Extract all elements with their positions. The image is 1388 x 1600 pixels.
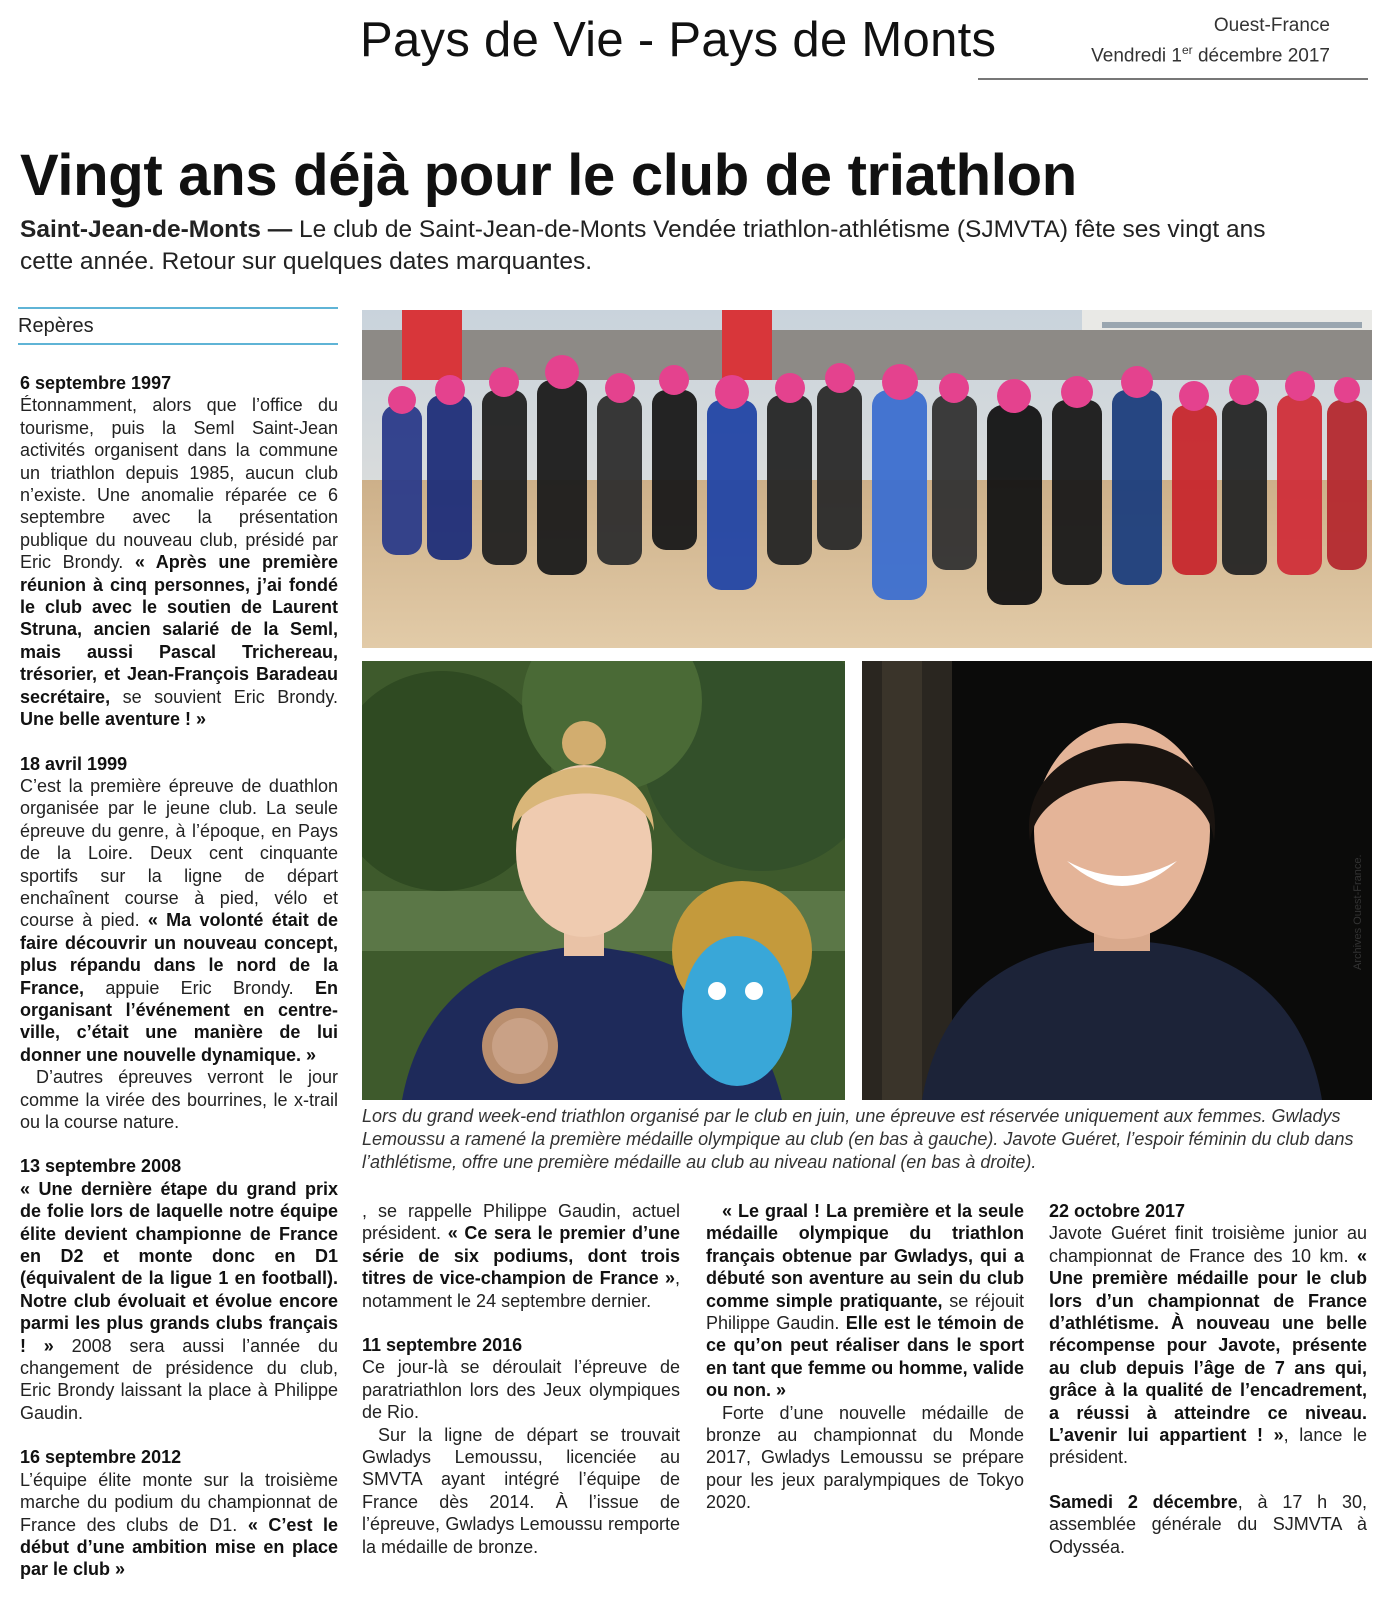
- headline: Vingt ans déjà pour le club de triathlon: [20, 143, 1077, 208]
- date-2008: 13 septembre 2008: [20, 1156, 182, 1177]
- photo-credit: Archives Ouest-France.: [1352, 854, 1364, 970]
- publication-date: Vendredi 1er décembre 2017: [1091, 43, 1330, 67]
- paragraph-2012-cont: , se rappelle Philippe Gaudin, actuel président. « Ce sera le premier d’une série de six podiums, dont trois titres de vice-champion de France », notamment le 24 septembre dernier.: [362, 1201, 680, 1311]
- section-title: Pays de Vie - Pays de Monts: [360, 13, 997, 67]
- paragraph-1999: C’est la première épreuve de duathlon organisée par le jeune club. La seule épreuve du genre, à l’époque, en Pays de la Loire. Deux cent cinquante sportifs sur la ligne de départ enchaînent course à pied, vélo et course à pied. « Ma volonté était de faire découvrir un nouveau concept, plus répandu dans le nord de la France, appuie Eric Brondy. En organisant l’événement en centre-ville, c’était une manière de lui donner une nouvelle dynamique. »: [20, 775, 339, 1065]
- paragraph-2016-c: Forte d’une nouvelle médaille de bronze au championnat du Monde 2017, Gwladys Lemoussu se prépare pour les jeux paralympiques de Tokyo 2020.: [706, 1402, 1024, 1513]
- paragraph-2012: L’équipe élite monte sur la troisième marche du podium du championnat de France des clubs de D1. « C’est le début d’une ambition mise en place par le club »: [20, 1469, 338, 1580]
- date-2017: 22 octobre 2017: [1049, 1201, 1186, 1221]
- column-3: [706, 1200, 1024, 1514]
- column-2: [362, 1200, 680, 1558]
- paragraph-2016-a: Ce jour-là se déroulait l’épreuve de paratriathlon lors des Jeux olympiques de Rio.: [362, 1357, 680, 1423]
- date-1999: 18 avril 1999: [20, 753, 128, 774]
- paragraph-2016-quote: « Le graal ! La première et la seule médaille olympique du triathlon français obtenue par Gwladys, qui a débuté son aventure au sein du club comme simple pratiquante, se réjouit Philippe Gaudin. Elle est le témoin de ce qu’on peut réaliser dans le sport en tant que femme ou homme, valide ou non. »: [706, 1201, 1025, 1401]
- reperes-title: Repères: [18, 315, 94, 337]
- photo-gwladys-lemoussu: [362, 661, 845, 1100]
- column-4: [1049, 1200, 1367, 1558]
- photo-javote-gueret: [862, 661, 1372, 1100]
- date-2016: 11 septembre 2016: [362, 1335, 523, 1356]
- lede-place: Saint-Jean-de-Monts —: [20, 216, 293, 243]
- publication-info: [1091, 14, 1330, 68]
- column-1: [20, 372, 338, 1581]
- paragraph-2016-b: Sur la ligne de départ se trouvait Gwladys Lemoussu, licenciée au SMVTA ayant intégré l’équipe de France dès 2014. À l’issue de l’épreuve, Gwladys Lemoussu remporte la médaille de bronze.: [362, 1424, 680, 1557]
- reperes-rule-bottom: [18, 343, 338, 345]
- lede: [20, 214, 1310, 278]
- date-2012: 16 septembre 2012: [20, 1447, 182, 1468]
- paragraph-1997: Étonnamment, alors que l’office du tourisme, puis la Seml Saint-Jean activités organisent dans la commune un triathlon depuis 1985, aucun club n’existe. Une anomalie réparée ce 6 septembre avec la présentation publique du nouveau club, présidé par Eric Brondy. « Après une première réunion à cinq personnes, j’ai fondé le club avec le soutien de Laurent Struna, ancien salarié de la Seml, mais aussi Pascal Trichereau, trésorier, et Jean-François Baradeau secrétaire, se souvient Eric Brondy. Une belle aventure ! »: [20, 395, 338, 730]
- date-1997: 6 septembre 1997: [20, 373, 172, 393]
- lede-text: Le club de Saint-Jean-de-Monts Vendée triathlon-athlétisme (SJMVTA) fête ses vingt ans cette année. Retour sur quelques dates marquantes.: [20, 216, 1266, 275]
- paragraph-1999-b: D’autres épreuves verront le jour comme la virée des bourrines, le x-trail ou la course nature.: [20, 1067, 338, 1132]
- photo-caption: Lors du grand week-end triathlon organisé par le club en juin, une épreuve est réservée uniquement aux femmes. Gwladys Lemoussu a ramené la première médaille olympique au club (en bas à gauche). Javote Guéret, l’espoir féminin du club dans l’athlétisme, offre une première médaille au club au niveau national (en bas à droite).: [362, 1106, 1354, 1172]
- reperes-rule-top: [18, 307, 338, 309]
- photo-triathlon-start: [362, 310, 1372, 648]
- header-rule: [978, 78, 1368, 80]
- publication-name: Ouest-France: [1213, 15, 1330, 36]
- paragraph-2008: « Une dernière étape du grand prix de folie lors de laquelle notre équipe élite devient championne de France en D2 et monte donc en D1 (équivalent de la ligue 1 en football). Notre club évoluait et évolue encore parmi les plus grands clubs français ! » 2008 sera aussi l’année du changement de présidence du club, Eric Brondy laissant la place à Philippe Gaudin.: [20, 1178, 338, 1423]
- paragraph-2017: Javote Guéret finit troisième junior au championnat de France des 10 km. « Une première médaille pour le club lors d’un championnat de France d’athlétisme. À nouveau une belle récompense pour Javote, présente au club depuis l’âge de 7 ans qui, grâce à la qualité de l’encadrement, a réussi à atteindre ce niveau. L’avenir lui appartient ! », lance le président.: [1049, 1223, 1367, 1468]
- paragraph-meeting: Samedi 2 décembre, à 17 h 30, assemblée générale du SJMVTA à Odysséa.: [1049, 1491, 1367, 1557]
